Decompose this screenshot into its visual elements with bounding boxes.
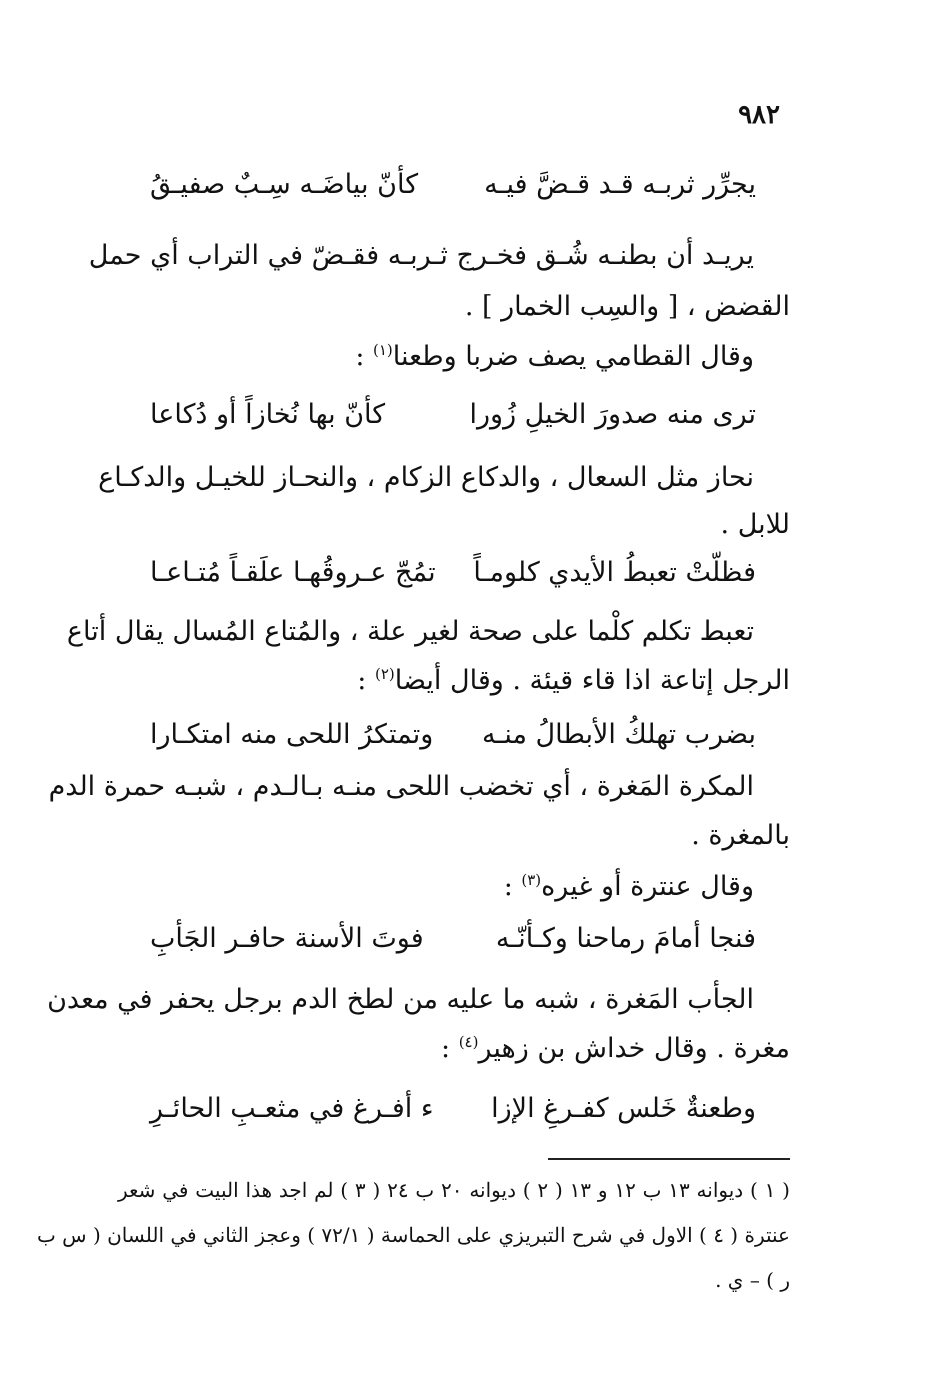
verse-line	[150, 165, 756, 205]
prose-line: المكرة المَغرة ، أي تخضب اللحى منـه بـالـدم ، شبـه حمرة الدم	[48, 771, 754, 802]
verse-first-hemistich: فنجا أمامَ رماحنا وكـأنّـه	[495, 923, 756, 954]
verse-line	[150, 715, 756, 755]
prose-line: تعبط تكلم كلْما على صحة لغير علة ، والمُتاع المُسال يقال أتاع	[66, 616, 754, 647]
footnote-ref: (٤)	[458, 1033, 479, 1051]
prose-line: نحاز مثل السعال ، والدكاع الزكام ، والنحـاز للخيـل والدكـاع	[98, 462, 754, 493]
prose-tail: :	[357, 665, 375, 696]
prose-tail: :	[441, 1033, 459, 1064]
verse-first-hemistich: فظلّتْ تعبطُ الأيدي كلومـاً	[473, 557, 756, 588]
prose-text: وقال عنترة أو غيره	[541, 871, 754, 902]
verse-line	[150, 395, 756, 435]
verse-second-hemistich: وتمتكرُ اللحى منه امتكـارا	[150, 719, 434, 750]
prose-tail: :	[503, 871, 522, 902]
prose-line	[118, 337, 754, 377]
prose-line	[118, 661, 790, 701]
verse-second-hemistich: كأنّ بياضَـه سِـبٌ صفيـقُ	[150, 169, 419, 200]
prose-text: مغرة . وقال خداش بن زهير	[478, 1033, 790, 1064]
prose-line	[118, 1029, 790, 1069]
verse-first-hemistich: يجرِّر ثربـه قـد قـضَّ فيـه	[484, 169, 756, 200]
prose-text: الرجل إتاعة اذا قاء قيئة . وقال أيضا	[394, 665, 790, 696]
verse-line	[150, 1089, 756, 1129]
prose-line	[118, 867, 754, 907]
footnote-ref: (١)	[373, 341, 393, 359]
verse-line	[150, 919, 756, 959]
footnote-line: عنترة ( ٤ ) الاول في شرح التبريزي على الحماسة ( ٧٢/١ ) وعجز الثاني في اللسان ( س ب	[37, 1223, 790, 1247]
prose-text: وقال القطامي يصف ضربا وطعنا	[392, 341, 754, 372]
prose-line: يريـد أن بطنـه شُـق فخـرج ثـربـه فقـضّ في التراب أي حمل	[88, 240, 754, 271]
prose-line: القضض ، [ والسِب الخمار ] .	[464, 291, 790, 322]
footnote-ref: (٢)	[374, 665, 395, 683]
verse-first-hemistich: ترى منه صدورَ الخيلِ زُورا	[469, 399, 756, 430]
footnote-ref: (٣)	[521, 871, 542, 889]
prose-line: للابل .	[720, 509, 790, 540]
verse-line	[150, 553, 756, 593]
verse-second-hemistich: تمُجّ عـروقُهـا علَقـاً مُتـاعـا	[150, 557, 436, 588]
page-number: ٩٨٢	[738, 100, 780, 130]
prose-line: الجأب المَغرة ، شبه ما عليه من لطخ الدم برجل يحفر في معدن	[47, 984, 754, 1015]
prose-tail: :	[355, 341, 373, 372]
footnote-line: ( ١ ) ديوانه ١٣ ب ١٢ و ١٣ ( ٢ ) ديوانه ٢٠ ب ٢٤ ( ٣ ) لم اجد هذا البيت في شعر	[118, 1178, 790, 1202]
verse-first-hemistich: وطعنةٌ خَلس كفـرغِ الإزا	[491, 1093, 756, 1124]
footnote-line: ر ) – ي .	[715, 1268, 790, 1292]
verse-first-hemistich: بضرب تهلكُ الأبطالُ منـه	[481, 719, 756, 750]
verse-second-hemistich: فوتَ الأسنة حافـر الجَأبِ	[150, 923, 424, 954]
footnote-divider	[548, 1158, 790, 1160]
verse-second-hemistich: كأنّ بها نُخازاً أو دُكاعا	[150, 399, 386, 430]
verse-second-hemistich: ء أفـرغ في مثعـبِ الحائـرِ	[150, 1093, 434, 1124]
prose-line: بالمغرة .	[691, 820, 790, 851]
